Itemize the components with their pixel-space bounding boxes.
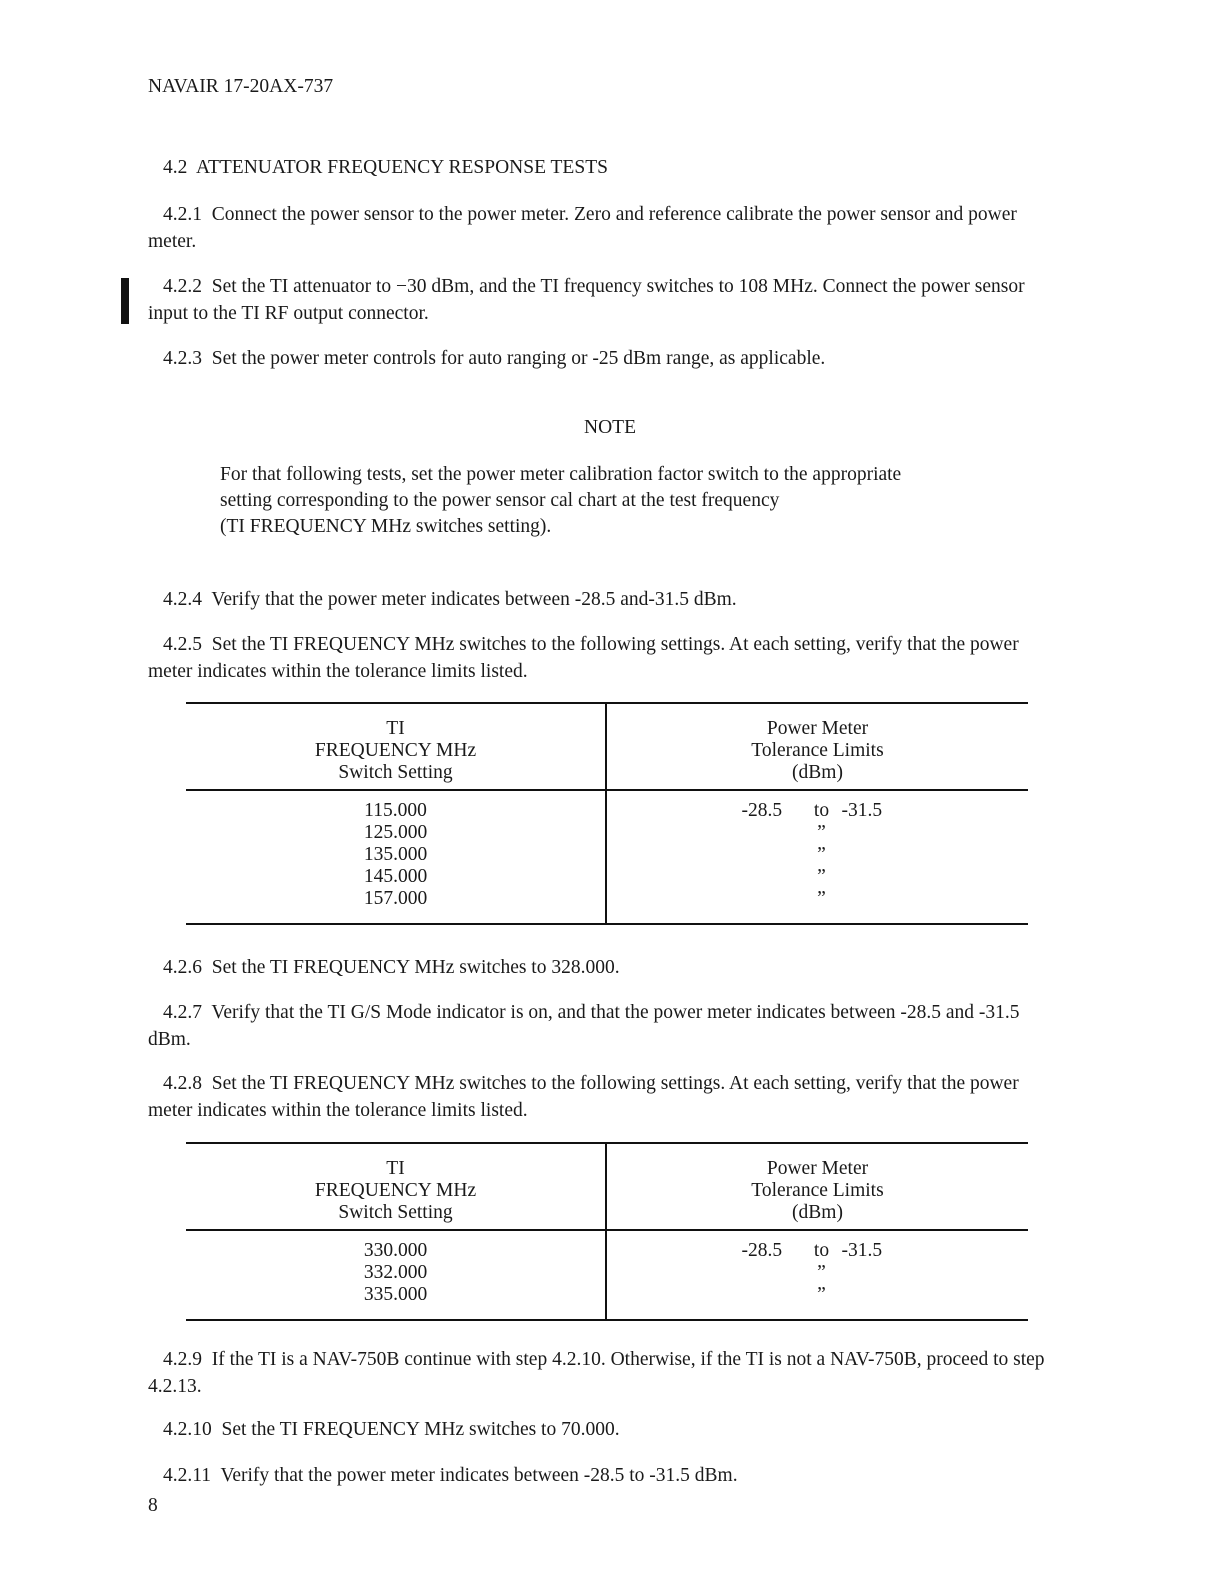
step-text: Verify that the power meter indicates between -28.5 and-31.5 dBm. [211, 589, 737, 610]
tolerance-header [606, 703, 1028, 790]
frequency-header [186, 1143, 606, 1230]
tolerance-high: -31.5 [841, 1240, 883, 1261]
step-4-2-2 [148, 273, 1048, 327]
step-number: 4.2.8 [163, 1073, 202, 1094]
tolerance-to: to [813, 1240, 830, 1261]
ditto-mark: ” [817, 822, 826, 843]
step-4-2-1 [148, 201, 1048, 255]
step-text: Set the TI FREQUENCY MHz switches to the following settings. At each setting, verify that the power meter indicates within the tolerance limits listed. [148, 634, 1019, 682]
section-title: 4.2 ATTENUATOR FREQUENCY RESPONSE TESTS [163, 157, 608, 178]
frequency-value: 335.000 [363, 1284, 428, 1305]
step-text: Set the TI attenuator to −30 dBm, and the TI frequency switches to 108 MHz. Connect the power sensor input to the TI RF output connector. [148, 276, 1025, 324]
step-4-2-5 [148, 631, 1048, 685]
header-line: TI [386, 718, 405, 739]
step-text: Verify that the TI G/S Mode indicator is on, and that the power meter indicates between -28.5 and -31.5 dBm. [148, 1002, 1020, 1050]
header-line: Power Meter [766, 1158, 869, 1179]
ditto-mark: ” [817, 1284, 826, 1305]
step-text: Set the TI FREQUENCY MHz switches to 328.000. [211, 957, 620, 978]
header-line: Tolerance Limits [751, 740, 884, 761]
note-line: (TI FREQUENCY MHz switches setting). [220, 516, 552, 537]
header-line: Power Meter [766, 718, 869, 739]
step-4-2-4 [148, 586, 1048, 613]
step-4-2-10 [148, 1416, 1048, 1443]
step-text: If the TI is a NAV-750B continue with step 4.2.10. Otherwise, if the TI is not a NAV-750B, proceed to step 4.2.13. [148, 1349, 1045, 1397]
frequency-value: 135.000 [363, 844, 428, 865]
tolerance-to: to [813, 800, 830, 821]
table-header-row [186, 703, 1028, 790]
tolerance-low: -28.5 [741, 1240, 783, 1261]
frequency-value: 145.000 [363, 866, 428, 887]
header-line: (dBm) [792, 762, 843, 783]
step-text: Connect the power sensor to the power meter. Zero and reference calibrate the power sensor and power meter. [148, 204, 1017, 252]
step-number: 4.2.5 [163, 634, 202, 655]
step-number: 4.2.4 [163, 589, 202, 610]
frequency-value: 157.000 [363, 888, 428, 909]
tolerance-table-1 [186, 702, 1028, 925]
step-number: 4.2.10 [163, 1419, 212, 1440]
ditto-mark: ” [817, 844, 826, 865]
step-number: 4.2.7 [163, 1002, 202, 1023]
step-4-2-11 [148, 1462, 1048, 1489]
step-4-2-7 [148, 999, 1048, 1053]
frequency-value: 332.000 [363, 1262, 428, 1283]
step-number: 4.2.2 [163, 276, 202, 297]
step-4-2-3 [148, 345, 1048, 372]
header-line: (dBm) [792, 1202, 843, 1223]
frequency-value: 125.000 [363, 822, 428, 843]
frequency-column [186, 1230, 606, 1320]
frequency-value: 115.000 [364, 800, 427, 821]
step-4-2-6 [148, 954, 1048, 981]
doc-id-header: NAVAIR 17-20AX-737 [148, 76, 334, 97]
frequency-header [186, 703, 606, 790]
ditto-mark: ” [817, 866, 826, 887]
step-4-2-9 [148, 1346, 1048, 1400]
tolerance-range [607, 1240, 1028, 1262]
frequency-value: 330.000 [363, 1240, 428, 1261]
step-number: 4.2.3 [163, 348, 202, 369]
step-number: 4.2.1 [163, 204, 202, 225]
step-number: 4.2.11 [163, 1465, 212, 1486]
tolerance-column [606, 790, 1028, 924]
frequency-column [186, 790, 606, 924]
step-text: Verify that the power meter indicates between -28.5 to -31.5 dBm. [220, 1465, 738, 1486]
table-body-row [186, 790, 1028, 924]
note-line: setting corresponding to the power sensor cal chart at the test frequency [220, 490, 780, 511]
step-4-2-8 [148, 1070, 1048, 1124]
tolerance-low: -28.5 [741, 800, 783, 821]
note-title: NOTE [584, 417, 636, 438]
step-text: Set the TI FREQUENCY MHz switches to 70.000. [221, 1419, 620, 1440]
ditto-mark: ” [817, 888, 826, 909]
header-line: Switch Setting [338, 1202, 453, 1223]
note-line: For that following tests, set the power meter calibration factor switch to the appropriate [220, 464, 902, 485]
table-body-row [186, 1230, 1028, 1320]
step-number: 4.2.6 [163, 957, 202, 978]
header-line: Tolerance Limits [751, 1180, 884, 1201]
step-number: 4.2.9 [163, 1349, 202, 1370]
header-line: Switch Setting [338, 762, 453, 783]
tolerance-header [606, 1143, 1028, 1230]
tolerance-column [606, 1230, 1028, 1320]
tolerance-range [607, 800, 1028, 822]
header-line: FREQUENCY MHz [314, 740, 477, 761]
step-text: Set the power meter controls for auto ranging or -25 dBm range, as applicable. [211, 348, 826, 369]
step-text: Set the TI FREQUENCY MHz switches to the following settings. At each setting, verify that the power meter indicates within the tolerance limits listed. [148, 1073, 1019, 1121]
header-line: TI [386, 1158, 405, 1179]
page-number: 8 [148, 1495, 158, 1516]
header-line: FREQUENCY MHz [314, 1180, 477, 1201]
change-bar [121, 278, 129, 324]
tolerance-table-2 [186, 1142, 1028, 1321]
table-header-row [186, 1143, 1028, 1230]
note-body [220, 462, 980, 540]
ditto-mark: ” [817, 1262, 826, 1283]
tolerance-high: -31.5 [841, 800, 883, 821]
